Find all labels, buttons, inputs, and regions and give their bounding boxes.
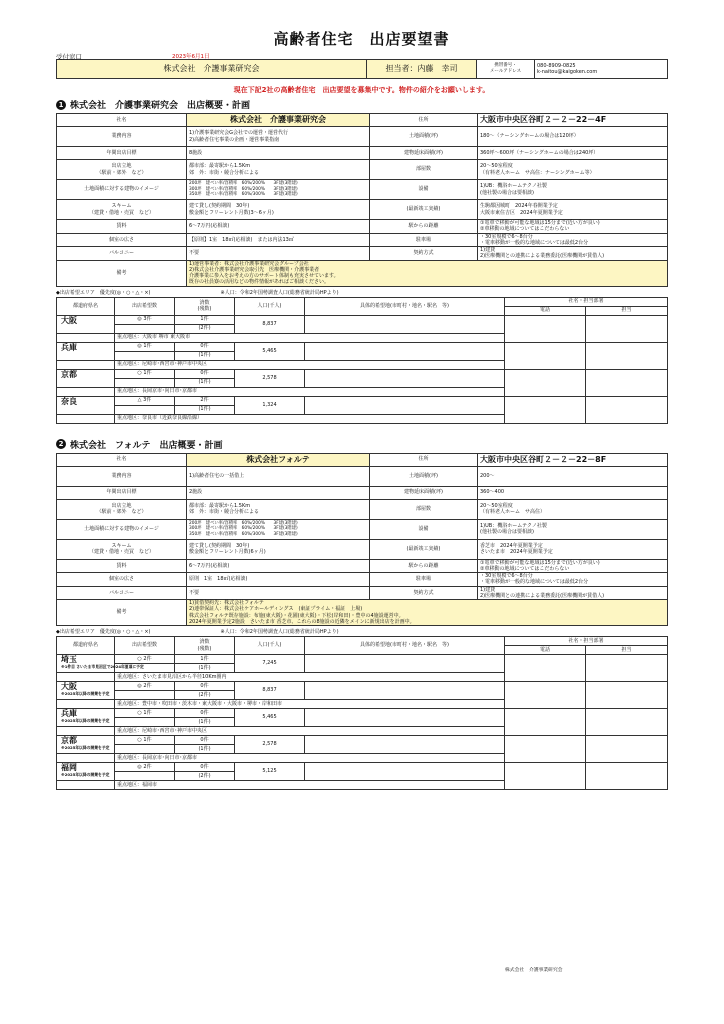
kyoshitsu-value: 原則 1室 18㎡(応相談) xyxy=(189,576,248,583)
section-heading-text: 株式会社 フォルテ 出店概要・計画 xyxy=(70,440,223,451)
heya-line: （有料老人ホーム サ高住） xyxy=(480,509,546,515)
header-contact xyxy=(535,60,668,79)
area-population: 5,465 xyxy=(235,342,305,360)
area-key-district: 重点地区：福岡市 xyxy=(115,781,505,790)
area-tanto-cell xyxy=(586,342,668,369)
eki-line: ②車移動の地域についてはこだわらない xyxy=(480,226,570,233)
saishin-line: 生駒都因城町 2024年春開業予定 xyxy=(480,203,558,210)
image-line: 300坪 建ぺい率/容積率 60%/200% 3F建(3階建) xyxy=(189,526,298,532)
area-phone-cell xyxy=(505,396,586,423)
biko-label: 備考 xyxy=(116,269,127,276)
section-heading-text: 株式会社 介護事業研究会 出店概要・計画 xyxy=(70,101,251,111)
jusho-label: 住所 xyxy=(418,116,429,123)
gyomu-line: 1)高齢者住宅の一括借上 xyxy=(189,472,245,479)
area-name: 埼玉 xyxy=(61,655,77,664)
area-phone-cell xyxy=(505,315,586,342)
image-label: 土地面積に対する建物のイメージ xyxy=(84,525,159,532)
keiyaku-line: 2)医療機関との連携による業務委託(医療機関が賃借人) xyxy=(480,592,605,599)
area-population: 8,837 xyxy=(235,315,305,333)
area-blank xyxy=(57,700,115,709)
biko-line: 株式会社フォルテ既存施設：布施(東大阪)・花園(東大阪)・下松(岸和田)・豊中の4施設運営中。 xyxy=(189,612,404,619)
heya-line: 20～50室程度 xyxy=(480,163,513,170)
gyomu-label: 業務内容 xyxy=(111,472,132,479)
image-line: 350坪 建ぺい率/容積率 60%/300% 3F建(3階建) xyxy=(189,192,298,198)
area-priority: ○ xyxy=(137,655,142,662)
header-tanto: 担当者：内藤 幸司 xyxy=(367,60,477,79)
col-detail: 具体的希望地(市町村・地名・駅名 等) xyxy=(305,297,505,315)
uketsuke-label: 受付窓口 xyxy=(56,53,82,61)
area-phone-cell xyxy=(505,763,586,790)
area-tanto-cell xyxy=(586,682,668,709)
area-remaining: (1件) xyxy=(175,378,235,387)
biko-line: 既存の社員寮の活用などの物件情報があればご相談ください。 xyxy=(189,279,330,286)
footer-company: 株式会社 介護事業研究会 xyxy=(505,968,563,973)
setsubi-label: 設備 xyxy=(418,186,429,193)
area-population: 8,837 xyxy=(235,682,305,700)
area-blank xyxy=(115,745,175,754)
area-row xyxy=(57,315,668,324)
priority-legend: ◆出店希望エリア 優先度(◎・○・△・×) xyxy=(56,629,151,635)
area-row xyxy=(57,736,668,745)
col-detail: 具体的希望地(市町村・地名・駅名 等) xyxy=(305,637,505,655)
balcony-value: 不要 xyxy=(189,589,200,596)
area-population: 2,578 xyxy=(235,736,305,754)
area-blank xyxy=(115,772,175,781)
saishin-label: (最新竣工実績) xyxy=(406,206,441,213)
eki-label: 駅からの距離 xyxy=(408,562,439,569)
document-page xyxy=(56,22,667,790)
setsubi-label: 設備 xyxy=(418,525,429,532)
area-priority: ○ xyxy=(137,709,142,716)
area-detail-cell xyxy=(305,342,505,360)
area-blank xyxy=(57,754,115,763)
area-blank xyxy=(115,324,175,333)
col-area: 都道府県名 xyxy=(57,297,115,315)
scheme-sublabel: （建貸・借地・売買 など） xyxy=(88,549,154,555)
area-count: 2件 xyxy=(143,655,152,662)
image-line: 200坪 建ぺい率/容積率 60%/200% 3F建(3階建) xyxy=(189,181,298,187)
area-priority: ◎ xyxy=(137,763,142,770)
scheme-sublabel: （建貸・借地・売買 など） xyxy=(88,209,154,216)
col-pop: 人口(千人) xyxy=(235,637,305,655)
area-key-district: 重点地区：豊中市・吹田市・茨木市・東大阪市・大阪市・堺市・岸和田市 xyxy=(115,700,505,709)
area-population: 1,324 xyxy=(235,396,305,414)
area-name: 京都 xyxy=(61,369,77,379)
chinryo-value: 6～7万円(応相談) xyxy=(189,562,230,569)
area-done: 1件 xyxy=(175,655,235,664)
nenkan-value: 8施設 xyxy=(189,149,203,156)
col-contact: 社名・担当部署 xyxy=(505,637,668,646)
area-blank xyxy=(115,691,175,700)
image-label: 土地面積に対する建物のイメージ xyxy=(84,186,159,193)
col-count: 出店希望数 xyxy=(115,637,175,655)
biko-line: 介護事業に参入をお考えの方のサポート体制も充実させています。 xyxy=(189,273,339,279)
gyomu-label: 業務内容 xyxy=(111,133,132,140)
col-count: 出店希望数 xyxy=(115,297,175,315)
area-note: ※2025年以降の開業を予定 xyxy=(61,745,110,750)
scheme-line: 敷金額とフリーレント月数(6ヶ月) xyxy=(189,549,266,555)
heya-line: （有料老人ホーム サ高住：ナーシングホーム等） xyxy=(480,169,595,176)
area-blank xyxy=(57,360,115,369)
header-email[interactable]: k-naitou@kaigoken.com xyxy=(537,69,598,75)
area-blank xyxy=(57,414,115,423)
biko-line: 2024年夏開業予定2施設 さいたま市 香芝市、これらの8施設の近隣をメインに新規出店を計画中。 xyxy=(189,618,415,625)
eki-label: 駅からの距離 xyxy=(408,223,439,230)
area-tanto-cell xyxy=(586,763,668,790)
area-tanto-cell xyxy=(586,709,668,736)
contact-label-1: 携帯番号・ xyxy=(494,63,517,69)
section-heading xyxy=(56,438,667,451)
chusha-line: ・電車移動が一般的な地域については最低2台分 xyxy=(480,579,589,586)
tatemono-label: 建物延床面積(坪) xyxy=(404,149,443,156)
area-population: 5,125 xyxy=(235,763,305,781)
area-key-district: 重点地区：長岡京市･向日市･京都市 xyxy=(115,387,505,396)
kyoshitsu-label: 個室の広さ xyxy=(108,236,134,243)
keiyaku-line: 1)建貸 xyxy=(480,586,496,593)
section-2 xyxy=(56,438,667,791)
area-remaining: (2件) xyxy=(175,324,235,333)
tochi-value: 200～ xyxy=(480,472,495,479)
area-table xyxy=(56,636,668,790)
gyomu-line: 2)高齢者住宅事業の企画・運営事業指南 xyxy=(189,136,280,143)
section-overview-table xyxy=(56,453,668,627)
area-note: ※2025年以降の開業を予定 xyxy=(61,691,110,696)
ritchi-sublabel: （駅前・郊外 など） xyxy=(96,169,147,176)
ritchi-line: 都市部：最寄駅から1.5Km xyxy=(189,502,251,509)
area-blank xyxy=(115,405,175,414)
image-line: 350坪 建ぺい率/容積率 60%/300% 3F建(3階建) xyxy=(189,531,298,537)
area-name: 兵庫 xyxy=(61,342,77,352)
ritchi-label: 出店立地 xyxy=(111,502,132,509)
saishin-line: 香芝市 2024年夏開業予定 xyxy=(480,542,543,549)
area-name: 福岡 xyxy=(61,763,77,772)
keiyaku-label: 契約方式 xyxy=(413,589,434,596)
area-row xyxy=(57,682,668,691)
area-done: 2件 xyxy=(175,396,235,405)
ritchi-line: 郊 外：市街・競合分析による xyxy=(189,509,260,515)
area-priority: ◎ xyxy=(137,316,142,323)
tochi-label: 土地面積(坪) xyxy=(409,133,438,140)
biko-line: 2)株式会社介護事業研究会取引先 医療機関・介護事業者 xyxy=(189,266,320,273)
area-key-district: 重点地区：尼崎市･西宮市･神戸市中央区 xyxy=(115,360,505,369)
area-count: 1件 xyxy=(143,736,152,743)
saishin-line: さいたま市 2024年夏開業予定 xyxy=(480,549,553,555)
page-title: 高齢者住宅 出店要望書 xyxy=(273,30,450,48)
chinryo-label: 賃料 xyxy=(116,562,127,569)
area-note: ※2025年以降の開業を予定 xyxy=(61,718,110,723)
area-detail-cell xyxy=(305,709,505,727)
eki-line: ①電車で移動が可能な地域は15分まで(近い方が良い) xyxy=(480,220,600,226)
tochi-label: 土地面積(坪) xyxy=(409,472,438,479)
heya-label: 部屋数 xyxy=(415,505,431,512)
area-blank xyxy=(57,333,115,342)
chusha-label: 駐車場 xyxy=(415,576,431,583)
contact-label-2: メールアドレス xyxy=(489,69,522,74)
heya-line: 20～50室程度 xyxy=(480,502,513,509)
chinryo-label: 賃料 xyxy=(116,223,127,230)
header-contact-label xyxy=(477,60,535,79)
area-note: ※1件目 さいたま市見沼区で2024年夏頃に予定 xyxy=(61,664,144,669)
biko-line: 1)運営事業者：株式会社介護事業研究会グループ会社 xyxy=(189,260,309,267)
keiyaku-label: 契約方式 xyxy=(413,250,434,257)
area-done: 0件 xyxy=(175,736,235,745)
balcony-label: バルコニー xyxy=(108,589,134,596)
col-phone: 電話 xyxy=(505,306,586,315)
section-number-badge: 2 xyxy=(56,439,66,449)
area-name: 大阪 xyxy=(61,682,77,691)
col-area: 都道府県名 xyxy=(57,637,115,655)
chusha-line: ・電車移動が一般的な地域については最低2台分 xyxy=(480,239,589,246)
priority-legend: ◆出店希望エリア 優先度(◎・○・△・×) xyxy=(56,289,151,296)
tatemono-value: 360坪～600坪（ナーシングホームの場合は240坪） xyxy=(480,149,599,156)
area-priority: ○ xyxy=(137,370,142,377)
ritchi-label: 出店立地 xyxy=(111,163,132,170)
notice-text: 現在下記2社の高齢者住宅 出店要望を募集中です。物件の紹介をお願いします。 xyxy=(233,86,490,94)
area-done: 0件 xyxy=(175,369,235,378)
tochi-value: 180～（ナーシングホームの場合は120坪） xyxy=(480,133,579,140)
area-phone-cell xyxy=(505,736,586,763)
biko-line: 1)賃借契約先：株式会社フォルテ xyxy=(189,600,264,606)
company-address: 大阪市中央区谷町２－２－22－4F xyxy=(480,115,607,124)
area-phone-cell xyxy=(505,369,586,396)
nenkan-label: 年間出店目標 xyxy=(106,149,137,156)
area-done: 0件 xyxy=(175,682,235,691)
area-tanto-cell xyxy=(586,655,668,682)
col-pop: 人口(千人) xyxy=(235,297,305,315)
area-blank xyxy=(57,387,115,396)
saishin-label: (最新竣工実績) xyxy=(406,545,441,552)
section-number-badge: 1 xyxy=(56,100,66,110)
keiyaku-line: 1)建貸 xyxy=(480,247,496,253)
kyoshitsu-label: 個室の広さ xyxy=(108,576,134,583)
area-phone-cell xyxy=(505,682,586,709)
area-done: 0件 xyxy=(175,342,235,351)
area-name: 兵庫 xyxy=(61,709,77,718)
area-done: 0件 xyxy=(175,709,235,718)
biko-line: 2)連帯保証人：株式会社ケアホールディングス (東証プライム・福証 上場) xyxy=(189,606,363,613)
area-detail-cell xyxy=(305,369,505,387)
col-tanto: 担当 xyxy=(586,306,668,315)
area-key-district: 重点地区：尼崎市･西宮市･神戸市中央区 xyxy=(115,727,505,736)
setsubi-line: (他社製の場合は要相談) xyxy=(480,529,534,535)
area-remaining: (1件) xyxy=(175,664,235,673)
nenkan-label: 年間出店目標 xyxy=(106,489,137,496)
area-count: 3件 xyxy=(143,316,152,323)
area-legend xyxy=(56,628,667,635)
area-count: 1件 xyxy=(143,370,152,377)
chusha-label: 駐車場 xyxy=(415,236,431,243)
area-row xyxy=(57,763,668,772)
area-done: 1件 xyxy=(175,315,235,324)
company-address: 大阪市中央区谷町２－２－22－8F xyxy=(480,454,607,464)
setsubi-line: 1)UB：機浴ホームテクノ社製 xyxy=(480,522,547,529)
area-remaining: (1件) xyxy=(175,745,235,754)
chusha-line: ・30室規模で6～8台分 xyxy=(480,233,533,240)
section-1 xyxy=(56,98,667,424)
area-blank xyxy=(115,718,175,727)
population-note: ※人口：令和2年国勢調査人口(総務省統計局HPより) xyxy=(220,289,339,296)
area-row xyxy=(57,369,668,378)
scheme-label: スキーム xyxy=(111,203,132,210)
area-remaining: (1件) xyxy=(175,718,235,727)
area-row xyxy=(57,709,668,718)
area-detail-cell xyxy=(305,763,505,781)
sections-container xyxy=(56,98,667,790)
area-key-district: 重点地区：さいたま市見沼区から半径10Km圏内 xyxy=(115,673,505,682)
col-plan2: (残数) xyxy=(197,645,212,652)
area-detail-cell xyxy=(305,655,505,673)
area-key-district: 重点地区：大阪市 堺市 東大阪市 xyxy=(115,333,505,342)
header-table xyxy=(56,59,668,79)
setsubi-line: (他社製の場合は要相談) xyxy=(480,189,534,196)
area-detail-cell xyxy=(305,682,505,700)
image-line: 300坪 建ぺい率/容積率 60%/200% 3F建(3階建) xyxy=(189,186,298,192)
area-name: 大阪 xyxy=(61,315,77,325)
area-phone-cell xyxy=(505,342,586,369)
col-contact: 社名・担当部署 xyxy=(505,297,668,306)
area-legend xyxy=(56,289,667,296)
area-key-district: 重点地区：奈良市（近鉄奈良線沿線） xyxy=(115,414,505,423)
gyomu-line: 1)介護事業研究会G会社での運営・運営代行 xyxy=(189,130,289,137)
section-heading xyxy=(56,98,667,111)
area-count: 3件 xyxy=(143,397,152,404)
scheme-line: 建て貸し(契約期間 30年) xyxy=(189,203,250,210)
biko-label: 備考 xyxy=(116,609,127,616)
area-note: ※2025年以降の開業を予定 xyxy=(61,772,110,777)
area-count: 2件 xyxy=(143,682,152,689)
area-count: 1件 xyxy=(143,343,152,350)
area-priority: △ xyxy=(137,397,142,404)
scheme-label: スキーム xyxy=(111,542,132,549)
area-tanto-cell xyxy=(586,736,668,763)
col-plan1: 済数 xyxy=(199,639,210,646)
area-row xyxy=(57,396,668,405)
tatemono-label: 建物延床面積(坪) xyxy=(404,489,443,496)
population-note: ※人口：令和2年国勢調査人口(総務省統計局HPより) xyxy=(220,629,339,635)
eki-line: ②車移動の地域についてはこだわらない xyxy=(480,565,570,572)
kyoshitsu-value: 【原則】1室 18㎡(応相談) または内法13㎡ xyxy=(189,236,294,243)
col-plan2: (残数) xyxy=(197,306,212,312)
area-phone-cell xyxy=(505,655,586,682)
area-population: 2,578 xyxy=(235,369,305,387)
balcony-label: バルコニー xyxy=(108,250,134,257)
document-date: 2023年6月1日 xyxy=(172,54,210,60)
saishin-line: 大阪市東住吉区 2024年夏開業予定 xyxy=(480,209,563,216)
header-company: 株式会社 介護事業研究会 xyxy=(57,60,367,79)
area-tanto-cell xyxy=(586,315,668,342)
area-row xyxy=(57,342,668,351)
area-remaining: (1件) xyxy=(175,351,235,360)
area-count: 1件 xyxy=(143,709,152,716)
eki-line: ①電車で移動が可能な地域は15分まで(近い方が良い) xyxy=(480,559,600,566)
area-table xyxy=(56,297,668,424)
ritchi-line: 郊 外：市街・競合分析による xyxy=(189,169,260,176)
company-name: 株式会社 介護事業研究会 xyxy=(230,115,326,124)
ritchi-sublabel: （駅前・郊外 など） xyxy=(96,509,147,515)
area-detail-cell xyxy=(305,736,505,754)
area-blank xyxy=(115,351,175,360)
area-remaining: (2件) xyxy=(175,772,235,781)
keiyaku-line: 2)医療機関との連携による業務委託(医療機関が賃借人) xyxy=(480,253,605,260)
col-phone: 電話 xyxy=(505,646,586,655)
area-row xyxy=(57,655,668,664)
image-line: 200坪 建ぺい率/容積率 60%/200% 3F建(3階建) xyxy=(189,520,298,526)
area-tanto-cell xyxy=(586,369,668,396)
nenkan-value: 2施設 xyxy=(189,489,203,496)
area-tanto-cell xyxy=(586,396,668,423)
ritchi-line: 都市部：最寄駅から1.5Km xyxy=(189,163,251,170)
scheme-line: 敷金額とフリーレント月数(3～6ヶ月) xyxy=(189,209,274,216)
header-phone: 080-8909-0825 xyxy=(537,62,576,69)
jusho-label: 住所 xyxy=(418,456,429,463)
area-population: 7,245 xyxy=(235,655,305,673)
company-name: 株式会社フォルテ xyxy=(246,454,310,464)
area-count: 2件 xyxy=(143,763,152,770)
area-blank xyxy=(115,378,175,387)
col-tanto: 担当 xyxy=(586,646,668,655)
area-population: 5,465 xyxy=(235,709,305,727)
scheme-line: 建て貸し(契約期間 30年) xyxy=(189,542,250,549)
col-plan1: 済数 xyxy=(199,299,210,306)
area-done: 0件 xyxy=(175,763,235,772)
area-name: 京都 xyxy=(61,736,77,745)
area-name: 奈良 xyxy=(61,396,77,406)
area-detail-cell xyxy=(305,396,505,414)
section-overview-table xyxy=(56,113,668,287)
balcony-value: 不要 xyxy=(189,250,200,257)
area-priority: ◎ xyxy=(137,343,142,350)
area-key-district: 重点地区：長岡京市･向日市･京都市 xyxy=(115,754,505,763)
area-detail-cell xyxy=(305,315,505,333)
chusha-line: ・30室規模で6～8台分 xyxy=(480,573,533,579)
area-priority: ○ xyxy=(137,736,142,743)
heya-label: 部屋数 xyxy=(415,166,431,173)
shamei-label: 社名 xyxy=(116,456,127,463)
area-blank xyxy=(57,673,115,682)
area-remaining: (1件) xyxy=(175,405,235,414)
area-blank xyxy=(57,781,115,790)
area-phone-cell xyxy=(505,709,586,736)
tatemono-value: 360～400 xyxy=(480,489,505,496)
setsubi-line: 1)UB：機浴ホームテクノ社製 xyxy=(480,183,547,190)
area-remaining: (2件) xyxy=(175,691,235,700)
area-blank xyxy=(57,727,115,736)
area-priority: ◎ xyxy=(137,682,142,689)
shamei-label: 社名 xyxy=(116,116,127,123)
chinryo-value: 6～7万円(応相談) xyxy=(189,223,230,230)
